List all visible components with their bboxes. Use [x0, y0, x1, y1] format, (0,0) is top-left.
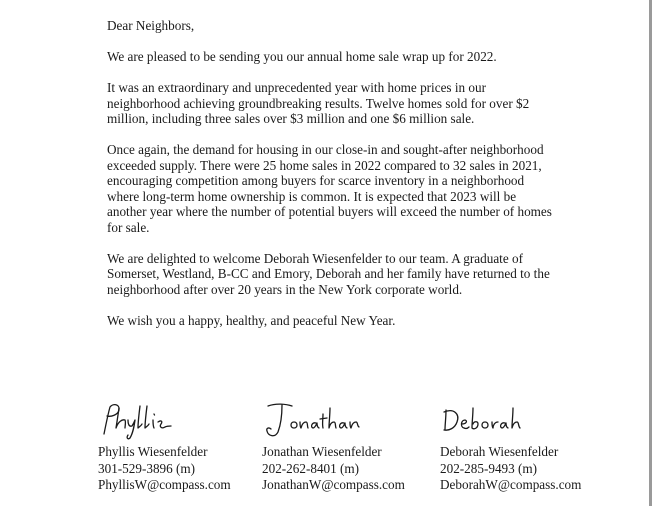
- letter-paragraph-prices: It was an extraordinary and unprecedented year with home prices in our neighborhood achieving groundbreaking results. Twelve homes sold for over $2 million, including three sales over $3 million and one $6 million sale.: [107, 80, 530, 126]
- signature-block-phyllis: [98, 400, 231, 494]
- letter-body: [107, 18, 552, 344]
- signer-name: Phyllis Wiesenfelder: [98, 444, 208, 459]
- signer-name: Jonathan Wiesenfelder: [262, 444, 382, 459]
- signer-phone: 202-285-9493 (m): [440, 460, 538, 476]
- signature-block-jonathan: [262, 400, 405, 494]
- signature-block-deborah: [440, 400, 581, 494]
- letter-paragraph-intro: We are pleased to be sending you our annual home sale wrap up for 2022.: [107, 49, 497, 64]
- signer-phone: 301-529-3896 (m): [98, 460, 196, 476]
- signer-email: DeborahW@compass.com: [440, 477, 582, 492]
- signer-email: JonathanW@compass.com: [262, 477, 405, 492]
- letter-paragraph-welcome: We are delighted to welcome Deborah Wiesenfelder to our team. A graduate of Somerset, Westland, B-CC and Emory, Deborah and her family have returned to the neighborhood after over 20 years in the New York corporate world.: [107, 250, 550, 297]
- letter-paragraph-wishes: We wish you a happy, healthy, and peaceful New Year.: [107, 312, 396, 328]
- signer-phone: 202-262-8401 (m): [262, 460, 360, 476]
- signer-name: Deborah Wiesenfelder: [440, 444, 559, 459]
- letter-paragraph-demand: Once again, the demand for housing in our close-in and sought-after neighborhood exceeded supply. There were 25 home sales in 2022 compared to 32 sales in 2021, encouraging competition among buyers for scarce inventory in a neighborhood where long-term home ownership is common. It is expected that 2023 will be another year where the number of potential buyers will exceed the number of homes for sale.: [107, 142, 552, 235]
- signature-deborah-handwritten: [440, 400, 530, 442]
- signature-phyllis-handwritten: [98, 400, 178, 442]
- signature-jonathan-handwritten: [262, 400, 362, 442]
- letter-greeting: Dear Neighbors,: [107, 18, 195, 33]
- signer-email: PhyllisW@compass.com: [98, 477, 231, 492]
